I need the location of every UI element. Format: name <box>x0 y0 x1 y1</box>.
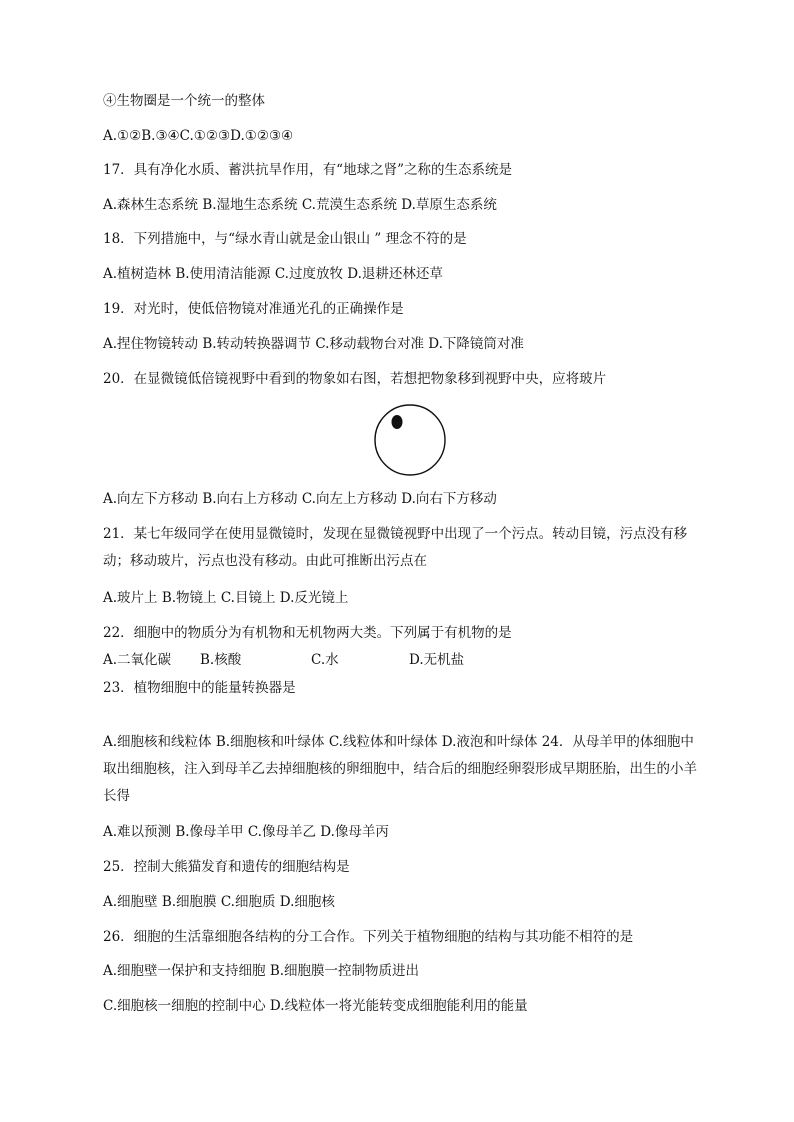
q20-options: A.向左下方移动 B.向右上方移动 C.向左上方移动 D.向右下方移动 <box>103 491 497 507</box>
q22-option-d: D.无机盐 <box>409 652 465 668</box>
q24-options: A.难以预测 B.像母羊甲 C.像母羊乙 D.像母羊丙 <box>103 824 389 840</box>
q26-options-ab: A.细胞壁一保护和支持细胞 B.细胞膜一控制物质进出 <box>103 963 420 979</box>
q23-options-q24-question: A.细胞核和线粒体 B.细胞核和叶绿体 C.线粒体和叶绿体 D.液泡和叶绿体 24．从母羊甲的体细胞中取出细胞核，注入到母羊乙去掉细胞核的卵细胞中，结合后的细胞经卵裂形成早期胚胎，出生的小羊长得 <box>103 734 697 804</box>
statement-4: ④生物圈是一个统一的整体 <box>103 93 265 109</box>
q22-option-b: B.核酸 <box>200 652 242 668</box>
q23-question: 23．植物细胞中的能量转换器是 <box>103 680 296 696</box>
q21-question: 21．某七年级同学在使用显微镜时，发现在显微镜视野中出现了一个污点。转动目镜，污点没有移动；移动玻片，污点也没有移动。由此可推断出污点在 <box>103 526 688 569</box>
q17-options: A.森林生态系统 B.湿地生态系统 C.荒漠生态系统 D.草原生态系统 <box>103 197 497 213</box>
microscope-field-diagram <box>372 402 448 478</box>
q21-options: A.玻片上 B.物镜上 C.目镜上 D.反光镜上 <box>103 590 349 606</box>
q18-question: 18．下列措施中，与“绿水青山就是金山银山 ” 理念不符的是 <box>103 231 467 247</box>
q17-question: 17．具有净化水质、蓄洪抗旱作用，有“地球之肾”之称的生态系统是 <box>103 162 512 178</box>
q22-question: 22．细胞中的物质分为有机物和无机物两大类。下列属于有机物的是 <box>103 625 512 641</box>
q20-question: 20．在显微镜低倍镜视野中看到的物象如右图，若想把物象移到视野中央，应将玻片 <box>103 371 607 387</box>
q22-options <box>103 650 702 670</box>
q26-question: 26．细胞的生活靠细胞各结构的分工合作。下列关于植物细胞的结构与其功能不相符的是 <box>103 929 634 945</box>
q19-question: 19．对光时，使低倍物镜对准通光孔的正确操作是 <box>103 301 404 317</box>
q26-options-cd: C.细胞核一细胞的控制中心 D.线粒体一将光能转变成细胞能利用的能量 <box>103 998 528 1014</box>
field-of-view-circle <box>375 405 445 475</box>
q22-option-a: A.二氧化碳 <box>103 652 172 668</box>
q25-question: 25．控制大熊猫发育和遗传的细胞结构是 <box>103 859 350 875</box>
specimen-dot <box>392 415 403 429</box>
q18-options: A.植树造林 B.使用清洁能源 C.过度放牧 D.退耕还林还草 <box>103 266 443 282</box>
q22-option-c: C.水 <box>311 652 339 668</box>
q16-options: A.①②B.③④C.①②③D.①②③④ <box>103 128 294 144</box>
q19-options: A.捏住物镜转动 B.转动转换器调节 C.移动载物台对准 D.下降镜筒对准 <box>103 336 524 352</box>
q25-options: A.细胞壁 B.细胞膜 C.细胞质 D.细胞核 <box>103 894 335 910</box>
